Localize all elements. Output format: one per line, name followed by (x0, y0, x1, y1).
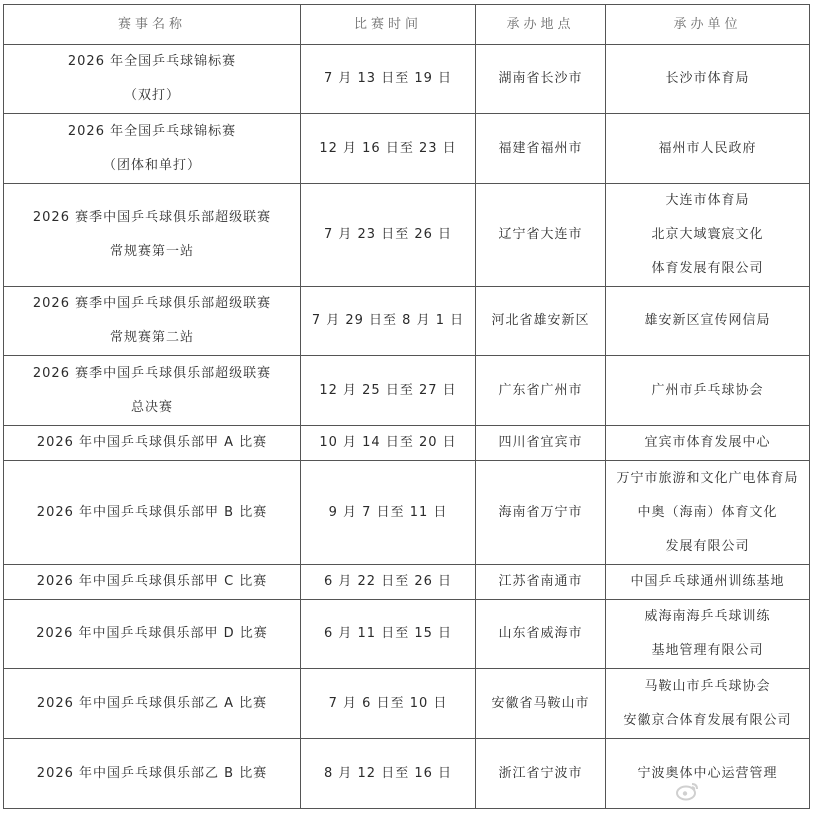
location-cell: 江苏省南通市 (476, 565, 606, 600)
header-row (4, 5, 810, 45)
organizer-cell-line: 雄安新区宣传网信局 (644, 313, 771, 328)
date-cell: 6 月 22 日至 26 日 (301, 565, 476, 600)
table-row (4, 426, 810, 461)
event-name-cell (4, 739, 301, 809)
table-row (4, 600, 810, 669)
location-cell: 广东省广州市 (476, 356, 606, 426)
organizer-cell (606, 356, 810, 426)
date-cell: 9 月 7 日至 11 日 (301, 461, 476, 565)
event-name-cell-line: 总决赛 (130, 399, 173, 415)
organizer-cell-line: 宜宾市体育发展中心 (644, 435, 771, 450)
organizer-cell (606, 45, 810, 114)
event-name-cell (4, 426, 301, 461)
organizer-cell (606, 114, 810, 184)
organizer-cell-line: 发展有限公司 (665, 538, 750, 554)
event-name-cell-line: 2026 年全国乒乓球锦标赛 (67, 123, 237, 139)
table-body (4, 45, 810, 809)
date-cell: 12 月 25 日至 27 日 (301, 356, 476, 426)
organizer-cell (606, 184, 810, 287)
event-name-cell (4, 565, 301, 600)
date-cell: 7 月 6 日至 10 日 (301, 669, 476, 739)
event-name-cell (4, 114, 301, 184)
event-name-cell (4, 45, 301, 114)
event-name-cell-line: 常规赛第一站 (109, 244, 194, 259)
event-name-cell-line: 2026 年全国乒乓球锦标赛 (67, 54, 237, 69)
event-name-cell-line: 2026 赛季中国乒乓球俱乐部超级联赛 (32, 210, 272, 225)
organizer-cell-line: 中奥（海南）体育文化 (637, 504, 778, 520)
date-cell: 7 月 23 日至 26 日 (301, 184, 476, 287)
organizer-cell (606, 287, 810, 356)
event-name-cell-line: 2026 年中国乒乓球俱乐部乙 A 比赛 (36, 695, 268, 711)
table-row (4, 184, 810, 287)
organizer-cell-line: 北京大域寰宸文化 (651, 227, 764, 242)
table-row (4, 461, 810, 565)
table-row (4, 287, 810, 356)
event-name-cell (4, 184, 301, 287)
header-location: 承办地点 (476, 5, 606, 45)
event-name-cell-line: 2026 年中国乒乓球俱乐部乙 B 比赛 (36, 765, 268, 781)
location-cell: 海南省万宁市 (476, 461, 606, 565)
location-cell: 浙江省宁波市 (476, 739, 606, 809)
date-cell: 6 月 11 日至 15 日 (301, 600, 476, 669)
header-date: 比赛时间 (301, 5, 476, 45)
date-cell: 7 月 29 日至 8 月 1 日 (301, 287, 476, 356)
organizer-cell (606, 600, 810, 669)
event-name-cell (4, 461, 301, 565)
location-cell: 福建省福州市 (476, 114, 606, 184)
organizer-cell (606, 565, 810, 600)
location-cell: 安徽省马鞍山市 (476, 669, 606, 739)
event-name-cell (4, 287, 301, 356)
events-table (3, 4, 810, 809)
weibo-logo-icon (676, 781, 700, 801)
organizer-cell-line: 体育发展有限公司 (651, 261, 764, 276)
table-row (4, 45, 810, 114)
organizer-cell (606, 426, 810, 461)
date-cell: 8 月 12 日至 16 日 (301, 739, 476, 809)
location-cell: 四川省宜宾市 (476, 426, 606, 461)
organizer-cell-line: 威海南海乒乓球训练 (644, 609, 771, 624)
organizer-cell-line: 宁波奥体中心运营管理 (637, 765, 778, 781)
event-name-cell-line: （团体和单打） (102, 157, 201, 173)
event-name-cell-line: 2026 年中国乒乓球俱乐部甲 A 比赛 (36, 435, 268, 450)
event-name-cell-line: 2026 年中国乒乓球俱乐部甲 C 比赛 (36, 574, 268, 589)
organizer-cell (606, 669, 810, 739)
organizer-cell-line: 福州市人民政府 (658, 140, 757, 156)
header-organizer: 承办单位 (606, 5, 810, 45)
event-name-cell-line: （双打） (123, 88, 180, 103)
table-row (4, 565, 810, 600)
organizer-cell-line: 马鞍山市乒乓球协会 (644, 678, 771, 694)
event-name-cell (4, 356, 301, 426)
organizer-cell-line: 长沙市体育局 (665, 71, 750, 86)
date-cell: 10 月 14 日至 20 日 (301, 426, 476, 461)
table-row (4, 356, 810, 426)
event-name-cell-line: 常规赛第二站 (109, 330, 194, 345)
location-cell: 湖南省长沙市 (476, 45, 606, 114)
header-event-name: 赛事名称 (4, 5, 301, 45)
event-name-cell-line: 2026 年中国乒乓球俱乐部甲 B 比赛 (36, 504, 268, 520)
organizer-cell-line: 安徽京合体育发展有限公司 (623, 712, 792, 728)
table-row (4, 669, 810, 739)
event-name-cell (4, 600, 301, 669)
organizer-cell-line: 广州市乒乓球协会 (651, 382, 764, 398)
event-name-cell-line: 2026 赛季中国乒乓球俱乐部超级联赛 (32, 365, 272, 381)
organizer-cell-line: 中国乒乓球通州训练基地 (630, 574, 785, 589)
organizer-cell-line: 大连市体育局 (665, 193, 750, 208)
location-cell: 河北省雄安新区 (476, 287, 606, 356)
event-name-cell (4, 669, 301, 739)
event-name-cell-line: 2026 年中国乒乓球俱乐部甲 D 比赛 (36, 626, 268, 641)
organizer-cell-line: 万宁市旅游和文化广电体育局 (616, 470, 799, 486)
organizer-cell-line: 基地管理有限公司 (651, 643, 764, 658)
organizer-cell (606, 461, 810, 565)
date-cell: 12 月 16 日至 23 日 (301, 114, 476, 184)
location-cell: 山东省威海市 (476, 600, 606, 669)
table-row (4, 114, 810, 184)
location-cell: 辽宁省大连市 (476, 184, 606, 287)
event-name-cell-line: 2026 赛季中国乒乓球俱乐部超级联赛 (32, 296, 272, 311)
date-cell: 7 月 13 日至 19 日 (301, 45, 476, 114)
weibo-watermark (676, 778, 788, 804)
